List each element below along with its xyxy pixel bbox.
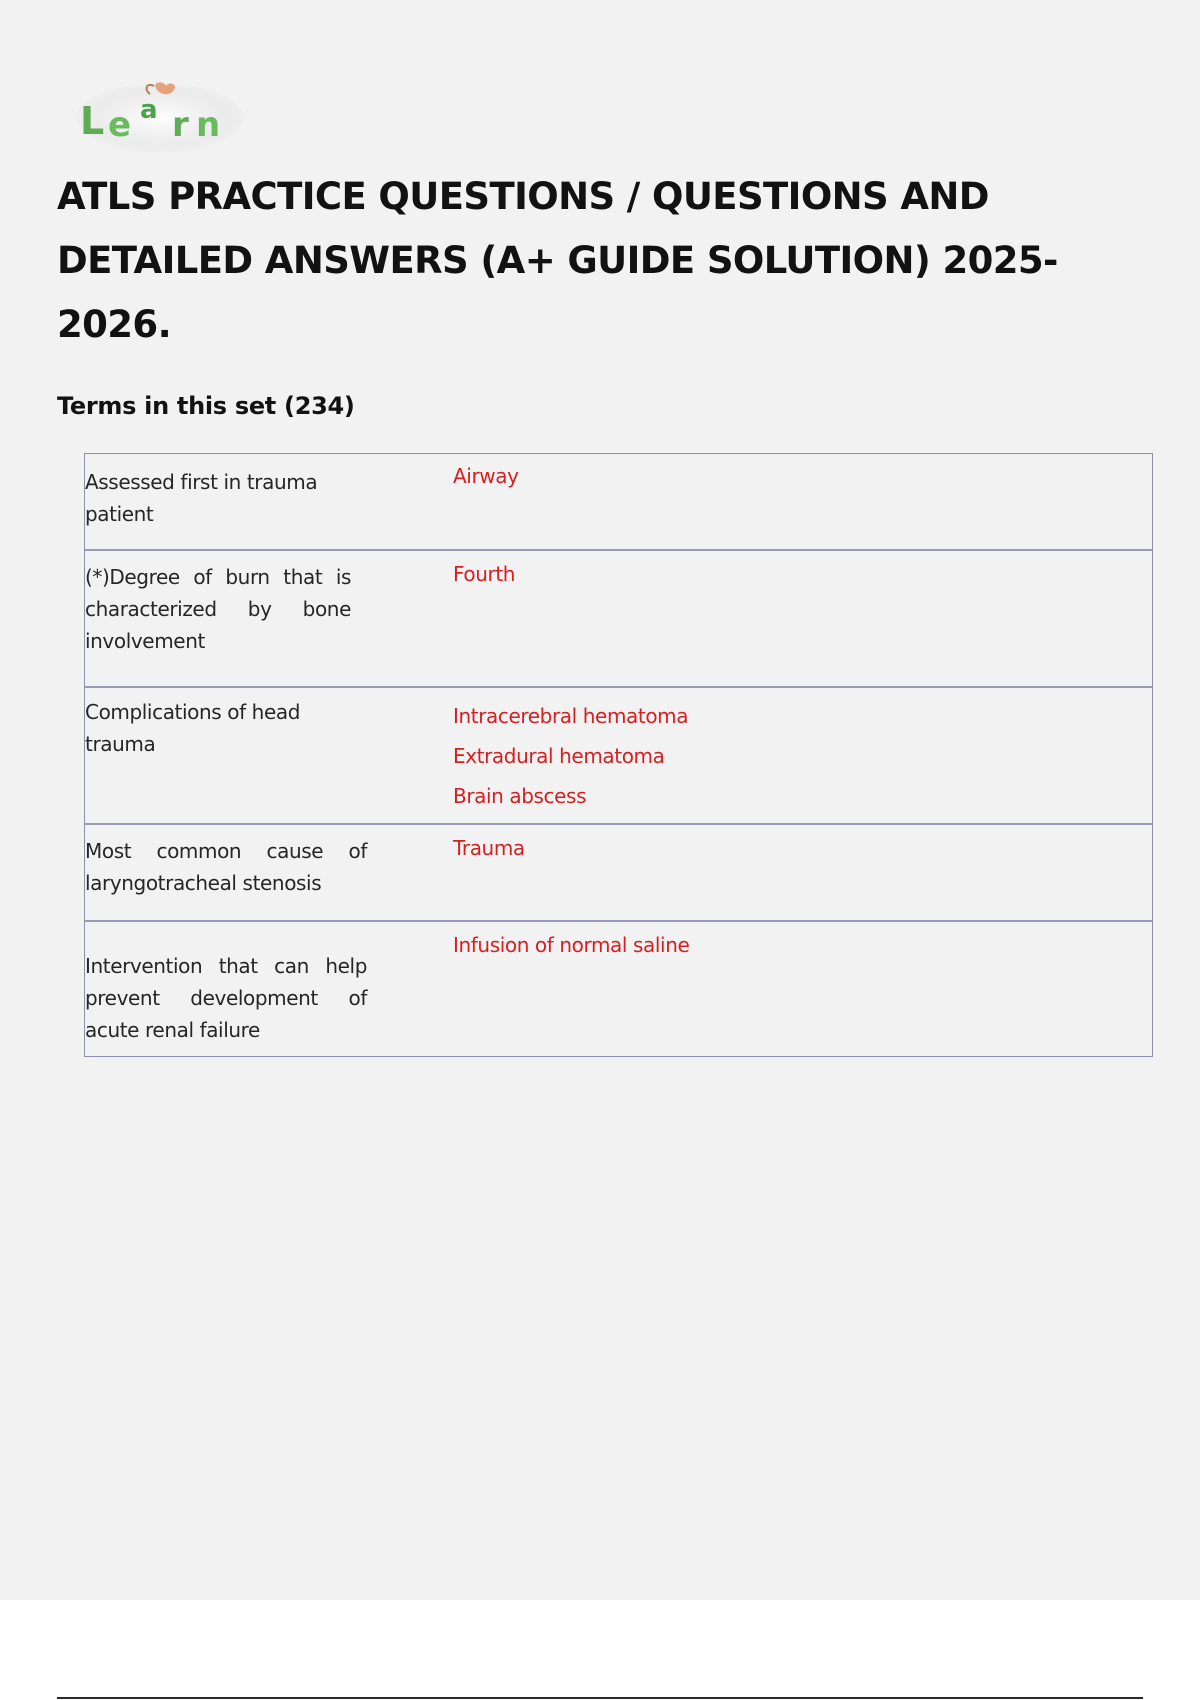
terms-table	[84, 453, 1153, 1057]
term-row	[85, 551, 1152, 688]
term-question: (*)Degree of burn that is characterized by bone involvement	[85, 565, 351, 653]
learn-logo	[74, 78, 246, 152]
term-answers	[453, 696, 1152, 823]
footer-rule	[57, 1697, 1143, 1699]
term-row	[85, 825, 1152, 922]
svg-text:n: n	[196, 105, 221, 145]
term-row	[85, 688, 1152, 825]
term-question: Intervention that can help prevent development of acute renal failure	[85, 954, 367, 1042]
terms-heading: Terms in this set (234)	[57, 392, 355, 420]
term-answer: Airway	[453, 464, 519, 488]
term-answers	[453, 930, 1152, 1056]
term-answers	[453, 835, 1152, 920]
svg-text:L: L	[80, 99, 105, 143]
term-row	[85, 922, 1152, 1056]
svg-text:e: e	[108, 105, 132, 145]
term-row	[85, 454, 1152, 551]
term-answers	[453, 466, 1152, 549]
document-title: ATLS PRACTICE QUESTIONS / QUESTIONS AND DETAILED ANSWERS (A+ GUIDE SOLUTION) 2025-2026.	[57, 175, 1058, 346]
term-question: Most common cause of laryngotracheal stenosis	[85, 839, 367, 895]
term-answer: Infusion of normal saline	[453, 933, 690, 957]
term-question: Assessed first in trauma patient	[85, 470, 318, 526]
term-answer: Trauma	[453, 836, 525, 860]
term-answer: Fourth	[453, 562, 516, 586]
term-question: Complications of head trauma	[85, 700, 300, 756]
term-answer: Extradural hematoma	[453, 744, 665, 768]
term-answer: Brain abscess	[453, 784, 587, 808]
term-answers	[453, 561, 1152, 686]
term-answer: Intracerebral hematoma	[453, 704, 689, 728]
svg-text:a: a	[140, 95, 158, 125]
svg-text:r: r	[172, 105, 189, 145]
